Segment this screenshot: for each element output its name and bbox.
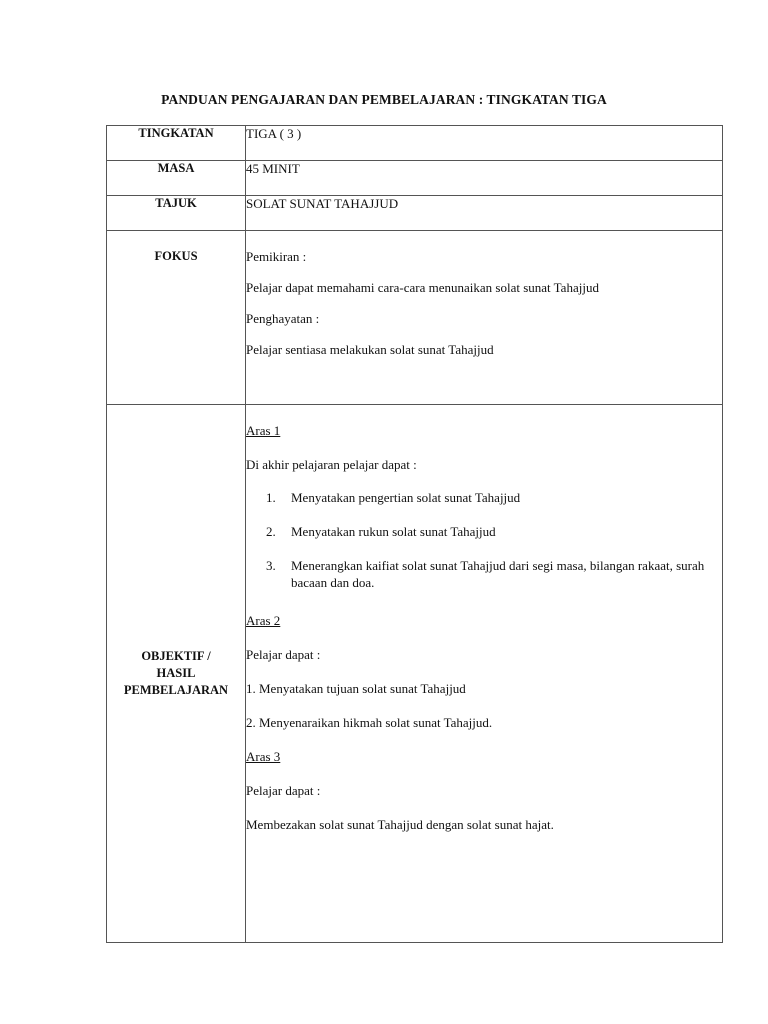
label-tingkatan: TINGKATAN [107, 126, 246, 161]
aras-2-heading: Aras 2 [246, 613, 281, 628]
value-objektif [246, 405, 723, 943]
value-fokus [246, 231, 723, 405]
fokus-penghayatan-text: Pelajar sentiasa melakukan solat sunat Tahajjud [246, 342, 494, 357]
row-masa [107, 161, 723, 196]
aras-3-intro: Pelajar dapat : [246, 783, 321, 798]
value-tajuk: SOLAT SUNAT TAHAJJUD [246, 196, 723, 231]
label-fokus: FOKUS [107, 231, 246, 405]
row-tajuk [107, 196, 723, 231]
aras-1-heading: Aras 1 [246, 423, 281, 438]
value-masa: 45 MINIT [246, 161, 723, 196]
document-title: PANDUAN PENGAJARAN DAN PEMBELAJARAN : TINGKATAN TIGA [161, 92, 607, 107]
aras-3-heading: Aras 3 [246, 749, 281, 764]
aras-2-item-1: 1. Menyatakan tujuan solat sunat Tahajjud [246, 681, 466, 696]
aras-2-item-2: 2. Menyenaraikan hikmah solat sunat Tahajjud. [246, 715, 493, 730]
fokus-penghayatan-heading: Penghayatan : [246, 311, 320, 326]
row-tingkatan [107, 126, 723, 161]
label-objektif-line-1: OBJEKTIF / [141, 649, 211, 663]
aras-3-text: Membezakan solat sunat Tahajjud dengan solat sunat hajat. [246, 817, 554, 832]
row-objektif [107, 405, 723, 943]
label-objektif [107, 405, 246, 943]
value-tingkatan: TIGA ( 3 ) [246, 126, 723, 161]
list-item: 3. Menerangkan kaifiat solat sunat Tahajjud dari segi masa, bilangan rakaat, surah bacaan dan doa. [266, 558, 705, 590]
fokus-pemikiran-text: Pelajar dapat memahami cara-cara menunaikan solat sunat Tahajjud [246, 280, 599, 295]
label-objektif-line-3: PEMBELAJARAN [123, 683, 229, 697]
label-masa: MASA [107, 161, 246, 196]
list-item: 1. Menyatakan pengertian solat sunat Tahajjud [266, 490, 521, 505]
fokus-pemikiran-heading: Pemikiran : [246, 249, 307, 264]
row-fokus [107, 231, 723, 405]
label-tajuk: TAJUK [107, 196, 246, 231]
aras-2-intro: Pelajar dapat : [246, 647, 321, 662]
aras-1-intro: Di akhir pelajaran pelajar dapat : [246, 457, 417, 472]
label-objektif-line-2: HASIL [156, 666, 196, 680]
aras-1-list [246, 489, 722, 591]
list-item: 2. Menyatakan rukun solat sunat Tahajjud [266, 524, 496, 539]
lesson-plan-table [106, 125, 723, 943]
